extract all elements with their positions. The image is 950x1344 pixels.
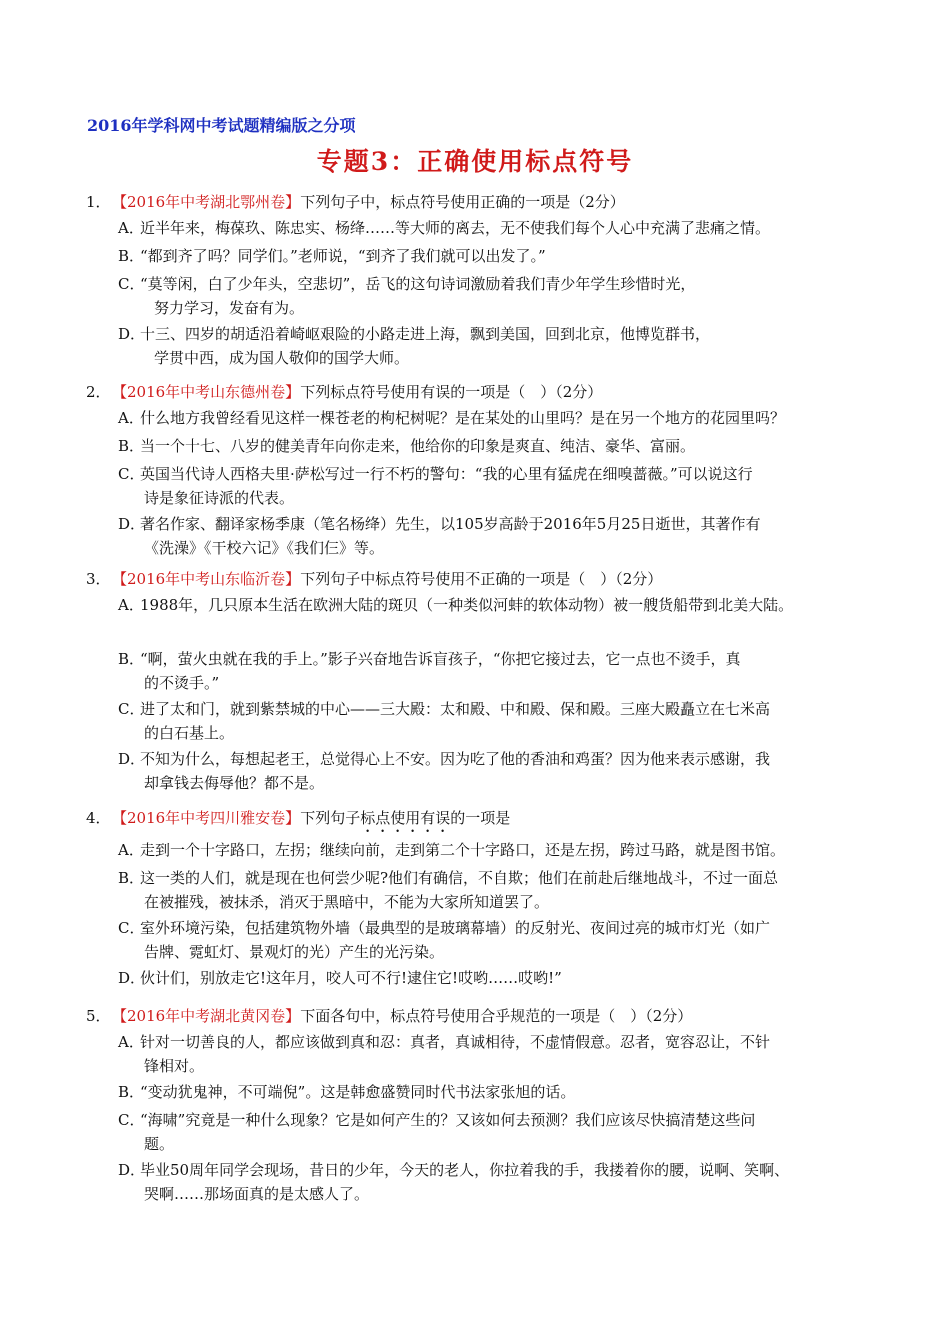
option-letter: B． xyxy=(118,869,145,887)
option-letter: B． xyxy=(118,650,145,668)
question-text-end: 的一项是 xyxy=(450,809,511,827)
option-letter: A． xyxy=(118,409,144,427)
option-text: “变动犹鬼神，不可端倪”。这是韩愈盛赞同时代书法家张旭的话。 xyxy=(140,1083,576,1101)
option-d xyxy=(86,510,886,538)
option-text: 毕业50周年同学会现场，昔日的少年，今天的老人，你拉着我的手，我搂着你的腰，说啊、笑啊、 xyxy=(140,1161,790,1179)
option-letter: C． xyxy=(118,919,145,937)
question-source: 【2016年中考四川雅安卷】 xyxy=(112,809,301,827)
option-c xyxy=(86,1106,886,1134)
question-text: 下列句子中标点符号使用不正确的一项是（ ）（2分） xyxy=(300,570,663,588)
option-letter: B． xyxy=(118,437,145,455)
series-header: 2016年学科网中考试题精编版之分项 xyxy=(87,116,356,135)
option-letter: A． xyxy=(118,596,144,614)
topic-title: 专题3：正确使用标点符号 xyxy=(316,147,634,176)
option-text: 伙计们，别放走它!这年月，咬人可不行!逮住它!哎哟……哎哟!” xyxy=(140,969,562,987)
option-letter: A． xyxy=(118,1033,144,1051)
option-d-continuation: 《洗澡》《干校六记》《我们仨》等。 xyxy=(144,539,385,557)
option-text: “莫等闲，白了少年头，空悲切”，岳飞的这句诗词激励着我们青少年学生珍惜时光， xyxy=(140,275,696,293)
question-text: 下面各句中，标点符号使用合乎规范的一项是（ ）（2分） xyxy=(300,1007,693,1025)
question-1 xyxy=(86,190,886,370)
option-d-continuation: 学贯中西，成为国人敬仰的国学大师。 xyxy=(154,349,410,367)
question-stem xyxy=(86,190,886,214)
option-letter: A． xyxy=(118,219,144,237)
option-text: 室外环境污染，包括建筑物外墙（最典型的是玻璃幕墙）的反射光、夜间过亮的城市灯光（如广 xyxy=(140,919,771,937)
option-text: 近半年来，梅葆玖、陈忠实、杨绛……等大师的离去，无不使我们每个人心中充满了悲痛之情。 xyxy=(140,219,771,237)
option-c xyxy=(86,914,886,942)
option-text: “啊，萤火虫就在我的手上。”影子兴奋地告诉盲孩子，“你把它接过去，它一点也不烫手，真 xyxy=(140,650,741,668)
option-d xyxy=(86,745,886,773)
option-letter: D． xyxy=(118,515,146,533)
question-number: 5． xyxy=(86,1007,111,1025)
question-stem xyxy=(86,806,886,836)
option-d xyxy=(86,1156,886,1184)
question-4 xyxy=(86,806,886,992)
option-b xyxy=(86,432,886,460)
question-5 xyxy=(86,1004,886,1206)
option-text: “海啸”究竟是一种什么现象？它是如何产生的？又该如何去预测？我们应该尽快搞清楚这些问 xyxy=(140,1111,756,1129)
option-c-continuation: 努力学习，发奋有为。 xyxy=(154,299,305,317)
option-b xyxy=(86,864,886,892)
option-text: 进了太和门，就到紫禁城的中心——三大殿：太和殿、中和殿、保和殿。三座大殿矗立在七米高 xyxy=(140,700,771,718)
option-letter: D． xyxy=(118,750,146,768)
emphasized-text: 标点使用有误 xyxy=(360,809,451,827)
question-source: 【2016年中考湖北鄂州卷】 xyxy=(112,193,301,211)
option-letter: B． xyxy=(118,1083,145,1101)
option-letter: C． xyxy=(118,275,145,293)
option-text: 十三、四岁的胡适沿着崎岖艰险的小路走进上海，飘到美国，回到北京，他博览群书， xyxy=(140,325,711,343)
option-letter: B． xyxy=(118,247,145,265)
option-a xyxy=(86,1028,886,1056)
option-b xyxy=(86,645,886,673)
question-number: 1． xyxy=(86,193,111,211)
option-c xyxy=(86,695,886,723)
question-text: 下列标点符号使用有误的一项是（ ）（2分） xyxy=(300,383,603,401)
option-b xyxy=(86,1078,886,1106)
option-text: 著名作家、翻译家杨季康（笔名杨绛）先生，以105岁高龄于2016年5月25日逝世，其著作有 xyxy=(140,515,761,533)
option-letter: A． xyxy=(118,841,144,859)
option-letter: D． xyxy=(118,969,146,987)
option-b-continuation: 在被摧残，被抹杀，消灭于黑暗中，不能为大家所知道罢了。 xyxy=(144,893,550,911)
option-a xyxy=(86,214,886,242)
question-number: 3． xyxy=(86,570,111,588)
option-text: 不知为什么，每想起老王，总觉得心上不安。因为吃了他的香油和鸡蛋？因为他来表示感谢，我 xyxy=(140,750,771,768)
option-a xyxy=(86,836,886,864)
option-a xyxy=(86,591,886,619)
option-text: 当一个十七、八岁的健美青年向你走来，他给你的印象是爽直、纯洁、豪华、富丽。 xyxy=(140,437,696,455)
option-text: 1988年，几只原本生活在欧洲大陆的斑贝（一种类似河蚌的软体动物）被一艘货船带到北美大陆。 xyxy=(140,596,794,614)
option-b-continuation: 的不烫手。” xyxy=(144,674,220,692)
option-d-continuation: 哭啊……那场面真的是太感人了。 xyxy=(144,1185,370,1203)
question-3 xyxy=(86,567,886,795)
option-letter: C． xyxy=(118,1111,145,1129)
question-source: 【2016年中考湖北黄冈卷】 xyxy=(112,1007,301,1025)
question-stem xyxy=(86,1004,886,1028)
option-text: “都到齐了吗？同学们。”老师说，“到齐了我们就可以出发了。” xyxy=(140,247,546,265)
option-text: 英国当代诗人西格夫里·萨松写过一行不朽的警句：“我的心里有猛虎在细嗅蔷薇。”可以说这行 xyxy=(140,465,753,483)
question-stem xyxy=(86,380,886,404)
option-b xyxy=(86,242,886,270)
option-c xyxy=(86,270,886,298)
blank-spacer xyxy=(86,619,886,645)
option-a xyxy=(86,404,886,432)
option-c xyxy=(86,460,886,488)
option-c-continuation: 诗是象征诗派的代表。 xyxy=(144,489,295,507)
option-letter: C． xyxy=(118,700,145,718)
option-text: 这一类的人们，就是现在也何尝少呢?他们有确信，不自欺；他们在前赴后继地战斗，不过一面总 xyxy=(140,869,779,887)
option-d xyxy=(86,964,886,992)
option-text: 走到一个十字路口，左拐；继续向前，走到第二个十字路口，还是左拐，跨过马路，就是图书馆。 xyxy=(140,841,786,859)
option-text: 针对一切善良的人，都应该做到真和忍：真者，真诚相待，不虚情假意。忍者，宽容忍让，不针 xyxy=(140,1033,771,1051)
option-c-continuation: 题。 xyxy=(144,1135,175,1153)
question-number: 4． xyxy=(86,809,111,827)
question-number: 2． xyxy=(86,383,111,401)
question-text: 下列句子中，标点符号使用正确的一项是（2分） xyxy=(300,193,625,211)
question-text: 下列句子 xyxy=(300,809,361,827)
option-c-continuation: 告牌、霓虹灯、景观灯的光）产生的光污染。 xyxy=(144,943,445,961)
option-a-continuation: 锋相对。 xyxy=(144,1057,205,1075)
question-source: 【2016年中考山东德州卷】 xyxy=(112,383,301,401)
option-d-continuation: 却拿钱去侮辱他？都不是。 xyxy=(144,774,325,792)
question-source: 【2016年中考山东临沂卷】 xyxy=(112,570,301,588)
option-c-continuation: 的白石基上。 xyxy=(144,724,235,742)
option-letter: C． xyxy=(118,465,145,483)
question-2 xyxy=(86,380,886,560)
question-stem xyxy=(86,567,886,591)
option-letter: D． xyxy=(118,1161,146,1179)
option-letter: D． xyxy=(118,325,146,343)
option-d xyxy=(86,320,886,348)
option-text: 什么地方我曾经看见这样一棵苍老的枸杞树呢？是在某处的山里吗？是在另一个地方的花园里吗？ xyxy=(140,409,786,427)
